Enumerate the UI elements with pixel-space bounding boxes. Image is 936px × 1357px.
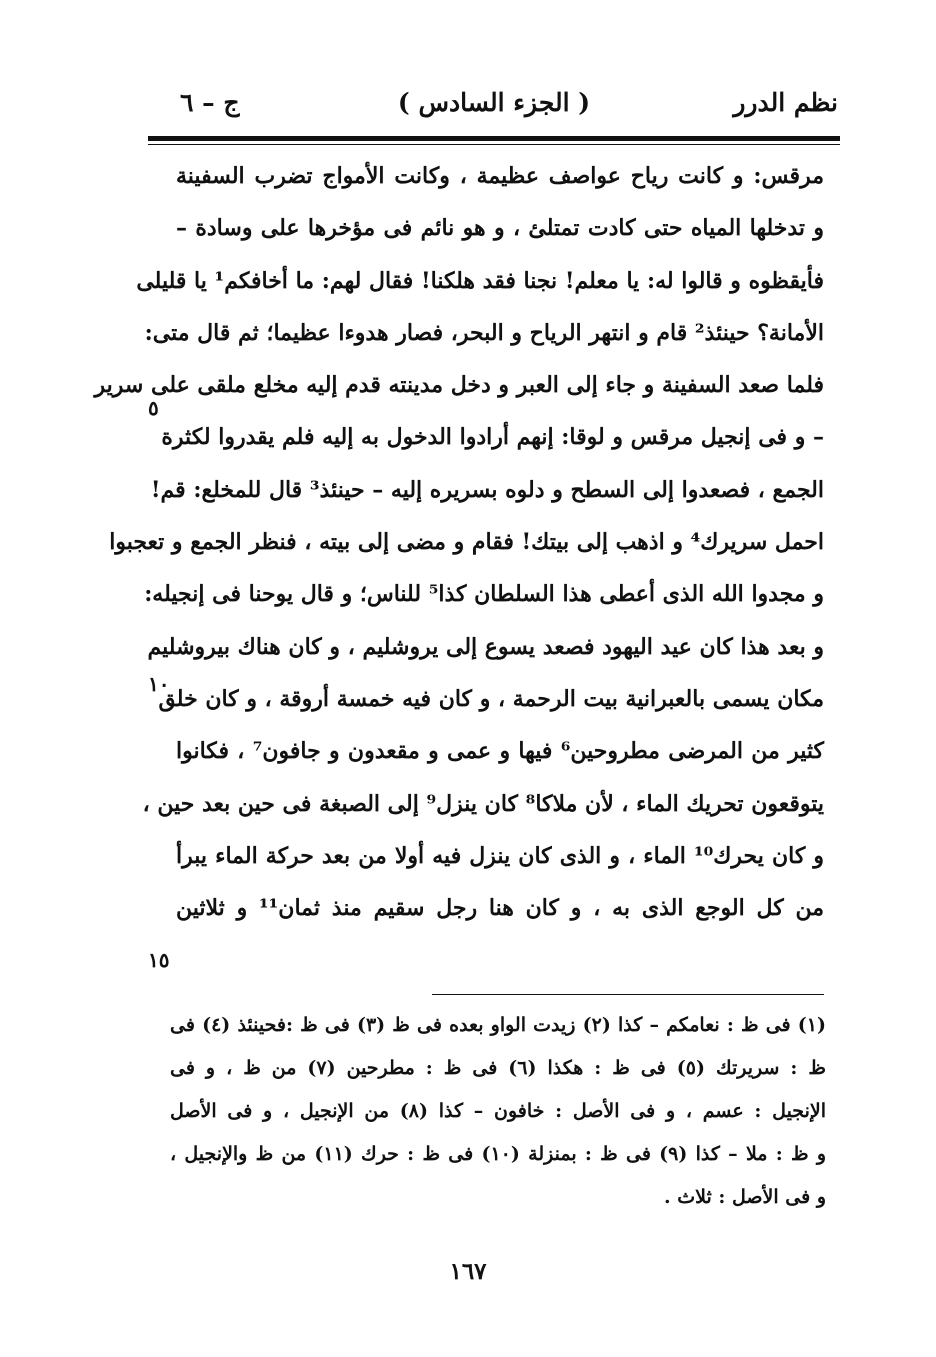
running-header — [150, 82, 838, 132]
text-line: فلما صعد السفينة و جاء إلى العبر و دخل مدينته قدم إليه مخلع ملقى على سرير — [94, 372, 824, 399]
part-title: ( الجزء السادس ) — [397, 88, 591, 117]
footnote-line: و ظ : ملا – كذا (٩) فى ظ : بمنزلة (١٠) فى ظ : حرك (١١) من ظ والإنجيل ، — [170, 1143, 827, 1165]
line-number-15: ١٥ — [148, 948, 170, 972]
line-number-10: ١٠ — [148, 672, 170, 696]
footnote-rule — [432, 994, 824, 995]
footnote-line: ظ : سريرتك (٥) فى ظ : هكذا (٦) فى ظ : مطرحين (٧) من ظ ، و فى — [170, 1057, 826, 1079]
text-line: يتوقعون تحريك الماء ، لأن ملاكا⁸ كان ينزل⁹ إلى الصبغة فى حين بعد حين ، — [142, 790, 824, 817]
text-line: مكان يسمى بالعبرانية بيت الرحمة ، و كان فيه خمسة أروقة ، و كان خلق — [158, 685, 824, 712]
text-line: – و فى إنجيل مرقس و لوقا: إنهم أرادوا الدخول به إليه فلم يقدروا لكثرة — [161, 424, 824, 451]
text-line: و مجدوا الله الذى أعطى هذا السلطان كذا⁵ للناس؛ و قال يوحنا فى إنجيله: — [144, 581, 824, 608]
text-line: احمل سريرك⁴ و اذهب إلى بيتك! فقام و مضى إلى بيته ، فنظر الجمع و تعجبوا — [109, 529, 824, 556]
text-line: كثير من المرضى مطروحين⁶ فيها و عمى و مقعدون و جافون⁷ ، فكانوا — [176, 738, 824, 765]
text-line: و بعد هذا كان عيد اليهود فصعد يسوع إلى يروشليم ، و كان هناك بيروشليم — [147, 633, 824, 660]
page-number: ١٦٧ — [449, 1258, 487, 1285]
text-line: الأمانة؟ حينئذ² قام و انتهر الرياح و البحر، فصار هدوءا عظيما؛ ثم قال متى: — [144, 319, 824, 346]
footnote-line: و فى الأصل : ثلاث . — [664, 1186, 826, 1208]
text-line: الجمع ، فصعدوا إلى السطح و دلوه بسريره إليه – حينئذ³ قال للمخلع: قم! — [150, 476, 824, 503]
volume-number: ج – ٦ — [180, 88, 240, 117]
footnote-line: (١) فى ظ : نعامكم – كذا (٢) زيدت الواو بعده فى ظ (٣) فى ظ :فحينئذ (٤) فى — [170, 1014, 827, 1036]
line-number-5: ٥ — [148, 396, 159, 420]
text-line: مرقس: و كانت رياح عواصف عظيمة ، وكانت الأمواج تضرب السفينة — [176, 163, 824, 189]
text-line: فأيقظوه و قالوا له: يا معلم! نجنا فقد هلكنا! فقال لهم: ما أخافكم¹ يا قليلى — [136, 267, 824, 294]
footnote-line: الإنجيل : عسم ، و فى الأصل : خافون – كذا (٨) من الإنجيل ، و فى الأصل — [170, 1100, 826, 1122]
text-line: و تدخلها المياه حتى كادت تمتلئ ، و هو نائم فى مؤخرها على وسادة – — [176, 215, 824, 242]
book-title: نظم الدرر — [733, 88, 838, 117]
header-rule-thin — [148, 144, 840, 145]
footnotes — [170, 1004, 826, 1219]
text-line: من كل الوجع الذى به ، و كان هنا رجل سقيم منذ ثمان¹¹ و ثلاثين — [176, 895, 825, 922]
text-line: و كان يحرك¹⁰ الماء ، و الذى كان ينزل فيه أولا من بعد حركة الماء يبرأ — [176, 842, 825, 869]
header-rule-thick — [148, 136, 840, 141]
